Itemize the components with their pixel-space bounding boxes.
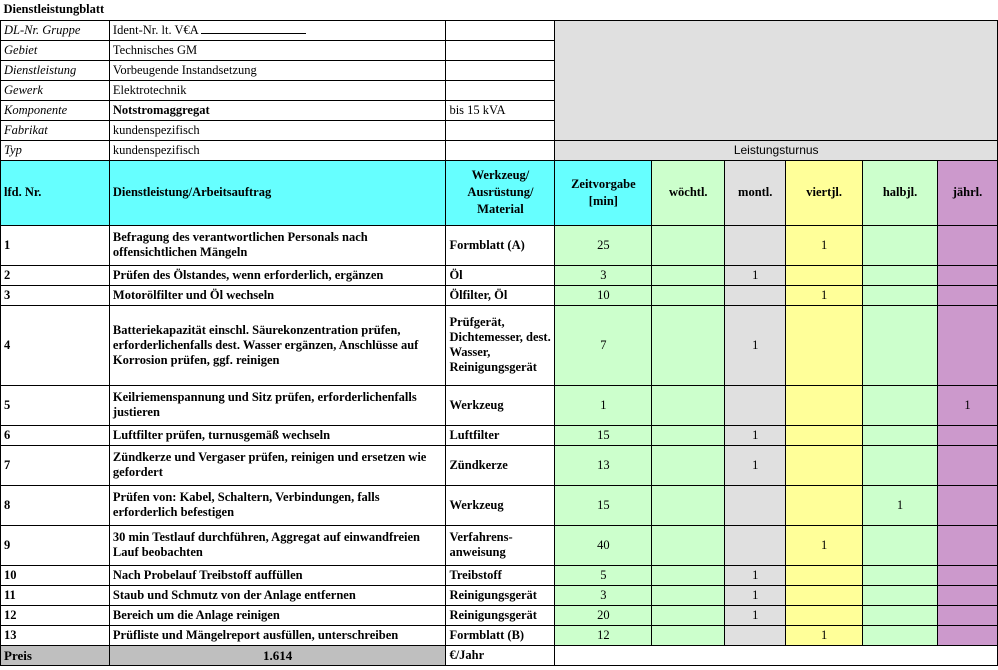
cell-auftrag: Batteriekapazität einschl. Säurekonzentration prüfen, erforderlichenfalls dest. Wasser ergänzen, Anschlüsse auf Korrosion prüfen, ggf. reinigen bbox=[109, 305, 446, 385]
header-woechtl: wöchtl. bbox=[652, 160, 725, 225]
meta-extra-dienstleistung bbox=[446, 60, 555, 80]
cell-montl: 1 bbox=[725, 585, 786, 605]
cell-nr: 7 bbox=[1, 445, 110, 485]
cell-jaehrl bbox=[938, 485, 998, 525]
gray-block bbox=[555, 20, 998, 140]
cell-halbjl bbox=[863, 525, 938, 565]
cell-halbjl bbox=[863, 565, 938, 585]
cell-montl: 1 bbox=[725, 565, 786, 585]
cell-halbjl bbox=[863, 285, 938, 305]
cell-zeitvorgabe: 20 bbox=[555, 605, 652, 625]
footer-value: 1.614 bbox=[109, 645, 446, 665]
cell-woechtl bbox=[652, 485, 725, 525]
cell-werkzeug: Formblatt (B) bbox=[446, 625, 555, 645]
meta-label-dienstleistung: Dienstleistung bbox=[1, 60, 110, 80]
meta-extra-fabrikat bbox=[446, 120, 555, 140]
cell-montl: 1 bbox=[725, 605, 786, 625]
cell-auftrag: Befragung des verantwortlichen Personals nach offensichtlichen Mängeln bbox=[109, 225, 446, 265]
cell-viertjl: 1 bbox=[786, 625, 863, 645]
cell-viertjl bbox=[786, 425, 863, 445]
table-row bbox=[1, 425, 998, 445]
cell-woechtl bbox=[652, 305, 725, 385]
cell-woechtl bbox=[652, 625, 725, 645]
cell-zeitvorgabe: 1 bbox=[555, 385, 652, 425]
cell-zeitvorgabe: 40 bbox=[555, 525, 652, 565]
meta-extra-dl-nr bbox=[446, 20, 555, 40]
cell-auftrag: Keilriemenspannung und Sitz prüfen, erforderlichenfalls justieren bbox=[109, 385, 446, 425]
cell-werkzeug: Werkzeug bbox=[446, 385, 555, 425]
cell-jaehrl bbox=[938, 265, 998, 285]
cell-werkzeug: Verfahrens-anweisung bbox=[446, 525, 555, 565]
cell-montl bbox=[725, 525, 786, 565]
cell-woechtl bbox=[652, 225, 725, 265]
cell-zeitvorgabe: 12 bbox=[555, 625, 652, 645]
cell-nr: 4 bbox=[1, 305, 110, 385]
cell-zeitvorgabe: 3 bbox=[555, 265, 652, 285]
cell-jaehrl bbox=[938, 605, 998, 625]
cell-auftrag: Bereich um die Anlage reinigen bbox=[109, 605, 446, 625]
cell-halbjl bbox=[863, 585, 938, 605]
leistungsturnus-header: Leistungsturnus bbox=[555, 140, 998, 160]
cell-woechtl bbox=[652, 525, 725, 565]
cell-jaehrl bbox=[938, 445, 998, 485]
meta-label-dl-nr: DL-Nr. Gruppe bbox=[1, 20, 110, 40]
meta-extra-komponente: bis 15 kVA bbox=[446, 100, 555, 120]
cell-montl bbox=[725, 485, 786, 525]
cell-nr: 5 bbox=[1, 385, 110, 425]
cell-nr: 6 bbox=[1, 425, 110, 445]
cell-zeitvorgabe: 15 bbox=[555, 425, 652, 445]
footer-unit: €/Jahr bbox=[446, 645, 555, 665]
cell-viertjl bbox=[786, 605, 863, 625]
cell-jaehrl: 1 bbox=[938, 385, 998, 425]
cell-auftrag: Staub und Schmutz von der Anlage entfernen bbox=[109, 585, 446, 605]
header-viertjl: viertjl. bbox=[786, 160, 863, 225]
header-werkzeug: Werkzeug/ Ausrüstung/ Material bbox=[446, 160, 555, 225]
cell-montl bbox=[725, 225, 786, 265]
meta-extra-typ bbox=[446, 140, 555, 160]
cell-halbjl bbox=[863, 305, 938, 385]
cell-werkzeug: Reinigungsgerät bbox=[446, 605, 555, 625]
cell-auftrag: Prüfen des Ölstandes, wenn erforderlich, ergänzen bbox=[109, 265, 446, 285]
cell-halbjl bbox=[863, 625, 938, 645]
cell-viertjl: 1 bbox=[786, 525, 863, 565]
cell-jaehrl bbox=[938, 525, 998, 565]
cell-nr: 11 bbox=[1, 585, 110, 605]
cell-auftrag: Zündkerze und Vergaser prüfen, reinigen und ersetzen wie gefordert bbox=[109, 445, 446, 485]
footer-empty bbox=[555, 645, 998, 665]
header-montl: montl. bbox=[725, 160, 786, 225]
cell-werkzeug: Öl bbox=[446, 265, 555, 285]
cell-nr: 13 bbox=[1, 625, 110, 645]
table-row bbox=[1, 525, 998, 565]
cell-nr: 2 bbox=[1, 265, 110, 285]
cell-zeitvorgabe: 25 bbox=[555, 225, 652, 265]
meta-label-gewerk: Gewerk bbox=[1, 80, 110, 100]
meta-label-komponente: Komponente bbox=[1, 100, 110, 120]
cell-nr: 3 bbox=[1, 285, 110, 305]
cell-woechtl bbox=[652, 445, 725, 485]
cell-halbjl bbox=[863, 385, 938, 425]
cell-viertjl bbox=[786, 565, 863, 585]
table-row bbox=[1, 225, 998, 265]
cell-woechtl bbox=[652, 265, 725, 285]
cell-zeitvorgabe: 3 bbox=[555, 585, 652, 605]
cell-nr: 10 bbox=[1, 565, 110, 585]
cell-montl bbox=[725, 385, 786, 425]
meta-label-fabrikat: Fabrikat bbox=[1, 120, 110, 140]
meta-label-typ: Typ bbox=[1, 140, 110, 160]
cell-werkzeug: Formblatt (A) bbox=[446, 225, 555, 265]
cell-werkzeug: Treibstoff bbox=[446, 565, 555, 585]
cell-woechtl bbox=[652, 585, 725, 605]
header-nr: lfd. Nr. bbox=[1, 160, 110, 225]
cell-jaehrl bbox=[938, 565, 998, 585]
cell-viertjl bbox=[786, 385, 863, 425]
cell-jaehrl bbox=[938, 305, 998, 385]
meta-value-gewerk: Elektrotechnik bbox=[109, 80, 446, 100]
cell-nr: 1 bbox=[1, 225, 110, 265]
cell-zeitvorgabe: 10 bbox=[555, 285, 652, 305]
meta-value-dienstleistung: Vorbeugende Instandsetzung bbox=[109, 60, 446, 80]
cell-halbjl: 1 bbox=[863, 485, 938, 525]
cell-halbjl bbox=[863, 225, 938, 265]
meta-value-fabrikat: kundenspezifisch bbox=[109, 120, 446, 140]
cell-halbjl bbox=[863, 265, 938, 285]
cell-zeitvorgabe: 7 bbox=[555, 305, 652, 385]
meta-value-komponente: Notstromaggregat bbox=[109, 100, 446, 120]
cell-nr: 8 bbox=[1, 485, 110, 525]
cell-woechtl bbox=[652, 565, 725, 585]
sheet-title: Dienstleistungblatt bbox=[3, 2, 105, 17]
table-row bbox=[1, 625, 998, 645]
cell-auftrag: Prüfliste und Mängelreport ausfüllen, unterschreiben bbox=[109, 625, 446, 645]
cell-halbjl bbox=[863, 605, 938, 625]
meta-extra-gewerk bbox=[446, 80, 555, 100]
cell-auftrag: Luftfilter prüfen, turnusgemäß wechseln bbox=[109, 425, 446, 445]
cell-werkzeug: Werkzeug bbox=[446, 485, 555, 525]
footer-row bbox=[1, 645, 998, 665]
cell-viertjl bbox=[786, 445, 863, 485]
cell-zeitvorgabe: 13 bbox=[555, 445, 652, 485]
cell-viertjl bbox=[786, 585, 863, 605]
cell-nr: 12 bbox=[1, 605, 110, 625]
cell-zeitvorgabe: 15 bbox=[555, 485, 652, 525]
cell-viertjl bbox=[786, 305, 863, 385]
cell-montl: 1 bbox=[725, 305, 786, 385]
meta-value-gebiet: Technisches GM bbox=[109, 40, 446, 60]
table-row bbox=[1, 265, 998, 285]
cell-montl: 1 bbox=[725, 425, 786, 445]
cell-woechtl bbox=[652, 425, 725, 445]
cell-montl: 1 bbox=[725, 265, 786, 285]
cell-auftrag: Motorölfilter und Öl wechseln bbox=[109, 285, 446, 305]
cell-zeitvorgabe: 5 bbox=[555, 565, 652, 585]
table-row bbox=[1, 585, 998, 605]
cell-auftrag: 30 min Testlauf durchführen, Aggregat auf einwandfreien Lauf beobachten bbox=[109, 525, 446, 565]
cell-jaehrl bbox=[938, 285, 998, 305]
cell-werkzeug: Prüfgerät, Dichtemesser, dest. Wasser, Reinigungsgerät bbox=[446, 305, 555, 385]
cell-viertjl bbox=[786, 485, 863, 525]
header-auftrag: Dienstleistung/Arbeitsauftrag bbox=[109, 160, 446, 225]
cell-viertjl: 1 bbox=[786, 225, 863, 265]
footer-label: Preis bbox=[1, 645, 110, 665]
table-row bbox=[1, 385, 998, 425]
cell-werkzeug: Reinigungsgerät bbox=[446, 585, 555, 605]
table-row bbox=[1, 305, 998, 385]
cell-viertjl: 1 bbox=[786, 285, 863, 305]
header-zeitvorgabe: Zeitvorgabe [min] bbox=[555, 160, 652, 225]
cell-woechtl bbox=[652, 285, 725, 305]
header-halbjl: halbjl. bbox=[863, 160, 938, 225]
meta-value-typ: kundenspezifisch bbox=[109, 140, 446, 160]
header-jaehrl: jährl. bbox=[938, 160, 998, 225]
cell-halbjl bbox=[863, 425, 938, 445]
table-row bbox=[1, 285, 998, 305]
cell-werkzeug: Luftfilter bbox=[446, 425, 555, 445]
cell-jaehrl bbox=[938, 585, 998, 605]
table-row bbox=[1, 445, 998, 485]
table-row bbox=[1, 485, 998, 525]
cell-jaehrl bbox=[938, 425, 998, 445]
table-row bbox=[1, 605, 998, 625]
cell-jaehrl bbox=[938, 625, 998, 645]
cell-nr: 9 bbox=[1, 525, 110, 565]
cell-werkzeug: Ölfilter, Öl bbox=[446, 285, 555, 305]
cell-woechtl bbox=[652, 385, 725, 425]
cell-jaehrl bbox=[938, 225, 998, 265]
cell-werkzeug: Zündkerze bbox=[446, 445, 555, 485]
cell-montl bbox=[725, 625, 786, 645]
meta-label-gebiet: Gebiet bbox=[1, 40, 110, 60]
cell-halbjl bbox=[863, 445, 938, 485]
table-row bbox=[1, 565, 998, 585]
cell-auftrag: Nach Probelauf Treibstoff auffüllen bbox=[109, 565, 446, 585]
cell-auftrag: Prüfen von: Kabel, Schaltern, Verbindungen, falls erforderlich befestigen bbox=[109, 485, 446, 525]
cell-montl bbox=[725, 285, 786, 305]
meta-value-dl-nr: Ident-Nr. lt. V€A bbox=[109, 20, 446, 40]
cell-viertjl bbox=[786, 265, 863, 285]
cell-woechtl bbox=[652, 605, 725, 625]
meta-extra-gebiet bbox=[446, 40, 555, 60]
cell-montl: 1 bbox=[725, 445, 786, 485]
